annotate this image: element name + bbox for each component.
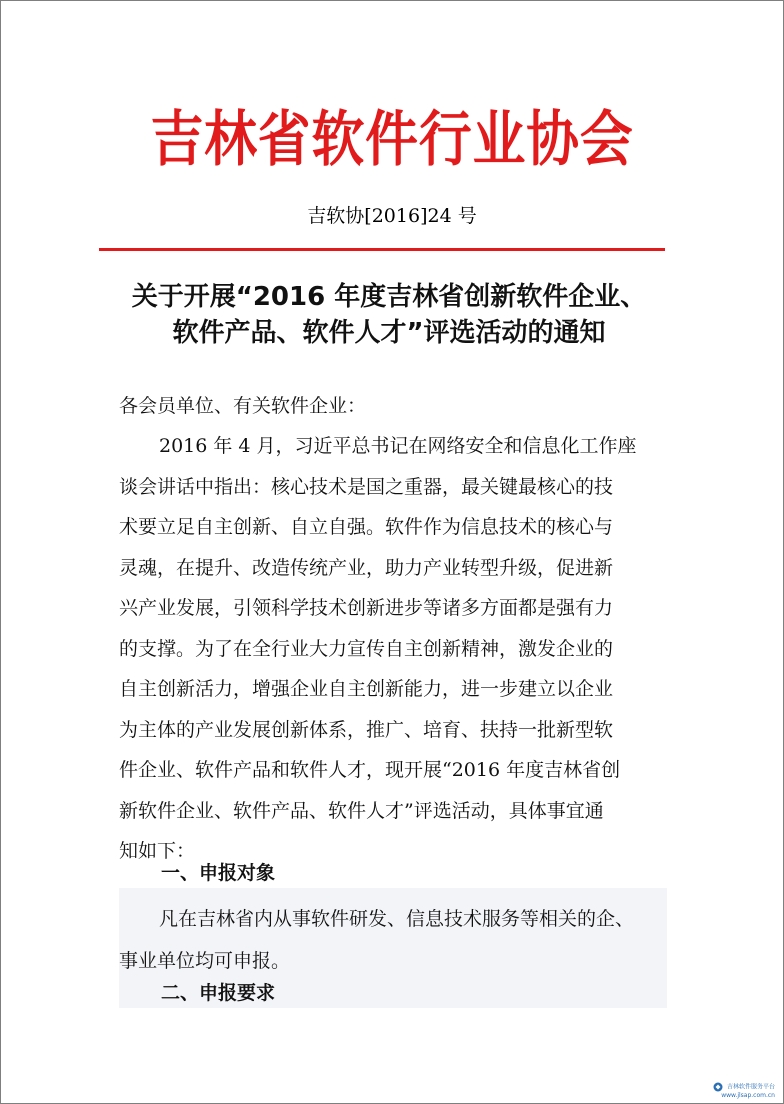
watermark-title: 吉林软件服务平台 xyxy=(726,1083,775,1091)
paragraph-line: 术要立足自主创新、自立自强。软件作为信息技术的核心与 xyxy=(119,516,614,538)
paragraph-line: 知如下： xyxy=(119,840,196,862)
paragraph-line: 凡在吉林省内从事软件研发、信息技术服务等相关的企、 xyxy=(159,908,635,930)
notice-title xyxy=(99,279,679,351)
paragraph-line: 自主创新活力，增强企业自主创新能力，进一步建立以企业 xyxy=(119,678,614,700)
paragraph-line: 事业单位均可申报。 xyxy=(119,950,291,972)
section-heading-requirements: 二、申报要求 xyxy=(161,982,276,1004)
paragraph-line: 2016 年 4 月，习近平总书记在网络安全和信息化工作座 xyxy=(159,435,637,457)
paragraph-line: 灵魂，在提升、改造传统产业，助力产业转型升级，促进新 xyxy=(119,556,614,579)
section-heading-applicants: 一、申报对象 xyxy=(161,862,276,884)
applicants-paragraph xyxy=(119,898,669,982)
notice-title-line: 关于开展“2016 年度吉林省创新软件企业、 xyxy=(131,282,647,312)
paragraph-line: 件企业、软件产品和软件人才，现开展“2016 年度吉林省创 xyxy=(119,759,621,781)
document-number: 吉软协[2016]24 号 xyxy=(307,205,477,227)
intro-paragraph xyxy=(119,426,669,872)
notice-title-line: 软件产品、软件人才”评选活动的通知 xyxy=(172,318,606,348)
header-divider xyxy=(99,248,665,251)
salutation: 各会员单位、有关软件企业： xyxy=(119,395,367,417)
organization-title: 吉林省软件行业协会 xyxy=(150,105,634,175)
paragraph-line: 的支撑。为了在全行业大力宣传自主创新精神，激发企业的 xyxy=(119,637,614,660)
paragraph-line: 新软件企业、软件产品、软件人才”评选活动，具体事宜通 xyxy=(119,799,604,822)
paragraph-line: 为主体的产业发展创新体系，推广、培育、扶持一批新型软 xyxy=(119,718,614,741)
watermark-url: www.jlsap.com.cn xyxy=(721,1092,775,1099)
site-watermark xyxy=(713,1082,775,1099)
watermark-logo-icon xyxy=(713,1082,723,1092)
paragraph-line: 谈会讲话中指出：核心技术是国之重器，最关键最核心的技 xyxy=(119,475,614,498)
paragraph-line: 兴产业发展，引领科学技术创新进步等诸多方面都是强有力 xyxy=(119,597,614,619)
